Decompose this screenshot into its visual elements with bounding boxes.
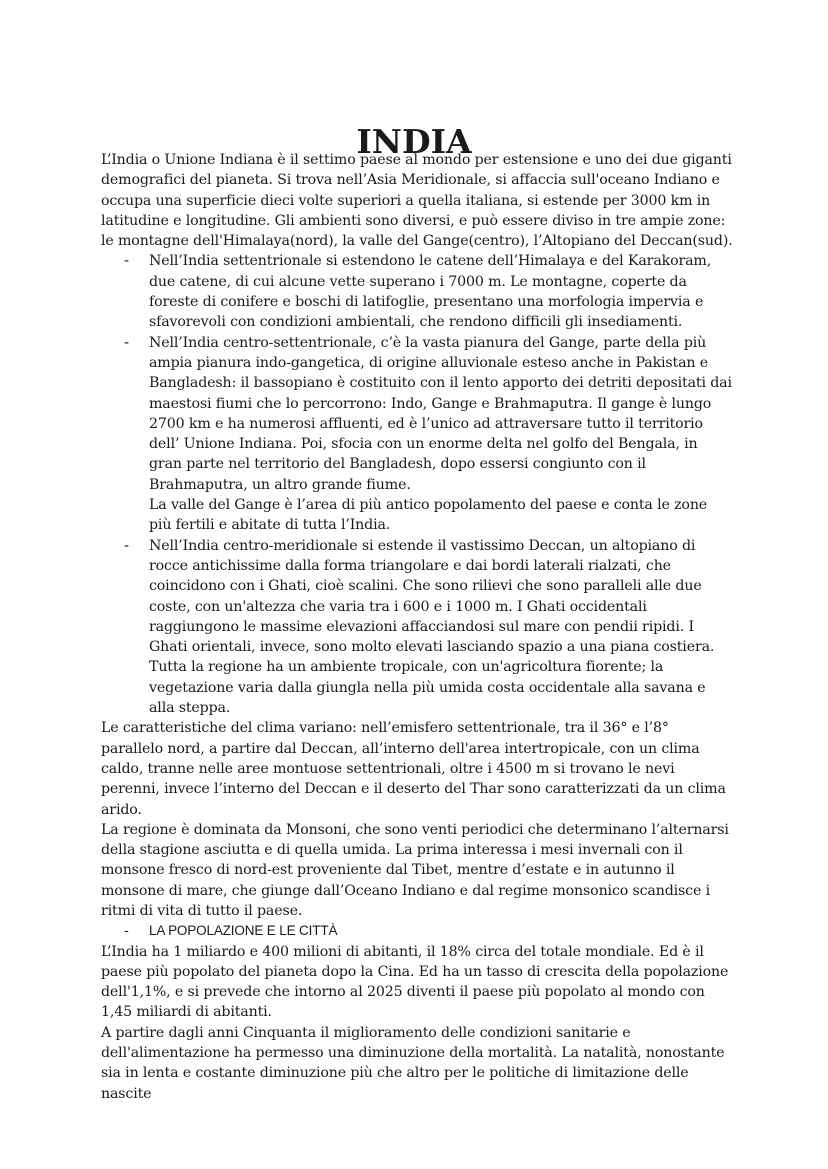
dash-bullet: -	[124, 923, 129, 940]
mortality-paragraph: A partire dagli anni Cinquanta il miglioramento delle condizioni sanitarie e dell'alimentazione ha permesso una diminuzione della mortalità. La natalità, nonostante sia in lenta e costante diminuzione più che altro per le politiche di limitazione delle nascite	[101, 1024, 725, 1102]
dash-bullet: -	[124, 334, 129, 351]
zone-north-text: Nell’India settentrionale si estendono le catene dell’Himalaya e del Karakoram, due catene, di cui alcune vette superano i 7000 m. Le montagne, coperte da foreste di conifere e boschi di latifoglie, presentano una morfologia impervia e sfavorevoli con condizioni ambientali, che rendono difficili gli insediamenti.	[149, 253, 712, 331]
population-heading-list	[101, 921, 733, 941]
list-item	[101, 536, 733, 719]
dash-bullet: -	[124, 537, 129, 554]
zone-center-extra: La valle del Gange è l’area di più antico popolamento del paese e conta le zone più fertili e abitate di tutta l’India.	[149, 497, 708, 534]
population-paragraph: L’India ha 1 miliardo e 400 milioni di abitanti, il 18% circa del totale mondiale. Ed è il paese più popolato del pianeta dopo la Cina. Ed ha un tasso di crescita della popolazione dell'1,1%, e si prevede che intorno al 2025 diventi il paese più popolato al mondo con 1,45 miliardi di abitanti.	[101, 943, 729, 1021]
page-title: INDIA	[356, 122, 472, 162]
section-heading: LA POPOLAZIONE E LE CITTÀ	[149, 923, 338, 939]
intro-paragraph: L’India o Unione Indiana è il settimo paese al mondo per estensione e uno dei due giganti demografici del pianeta. Si trova nell’Asia Meridionale, si affaccia sull'oceano Indiano e occupa una superficie dieci volte superiori a quella italiana, si estende per 3000 km in latitudine e longitudine. Gli ambienti sono diversi, e può essere diviso in tre ampie zone: le montagne dell'Himalaya(nord), la valle del Gange(centro), l’Altopiano del Deccan(sud).	[101, 152, 733, 250]
list-item	[101, 921, 733, 941]
list-item	[101, 333, 733, 536]
list-item	[101, 251, 733, 332]
zone-south-text: Nell’India centro-meridionale si estende il vastissimo Deccan, un altopiano di rocce antichissime dalla forma triangolare e dai bordi laterali rialzati, che coincidono con i Ghati, cioè scalini. Che sono rilievi che sono paralleli alle due coste, con un'altezza che varia tra i 600 e i 1000 m. I Ghati occidentali raggiungono le massime elevazioni affacciandosi sul mare con pendii ripidi. I Ghati orientali, invece, sono molto elevati lasciando spazio a una piana costiera. Tutta la regione ha un ambiente tropicale, con un'agricoltura fiorente; la vegetazione varia dalla giungla nella più umida costa occidentale alla savana e alla steppa.	[149, 537, 715, 717]
zones-list	[101, 251, 733, 718]
monsoons-paragraph: La regione è dominata da Monsoni, che sono venti periodici che determinano l’alternarsi della stagione asciutta e di quella umida. La prima interessa i mesi invernali con il monsone fresco di nord-est proveniente dal Tibet, mentre d’estate e in autunno il monsone di mare, che giunge dall’Oceano Indiano e dal regime monsonico scandisce i ritmi di vita di tutto il paese.	[101, 821, 729, 919]
document-body	[101, 150, 733, 1104]
zone-center-text: Nell’India centro-settentrionale, c’è la vasta pianura del Gange, parte della più ampia pianura indo-gangetica, di origine alluvionale esteso anche in Pakistan e Bangladesh: il bassopiano è costituito con il lento apporto dei detriti depositati dai maestosi fiumi che lo percorrono: Indo, Gange e Brahmaputra. Il gange è lungo 2700 km e ha numerosi affluenti, ed è l’unico ad attraversare tutto il territorio dell’ Unione Indiana. Poi, sfocia con un enorme delta nel golfo del Bengala, in gran parte nel territorio del Bangladesh, dopo essersi congiunto con il Brahmaputra, un altro grande fiume.	[149, 334, 732, 493]
climate-paragraph: Le caratteristiche del clima variano: nell’emisfero settentrionale, tra il 36° e l’8° parallelo nord, a partire dal Deccan, all’interno dell'area intertropicale, con un clima caldo, tranne nelle aree montuose settentrionali, oltre i 4500 m si trovano le nevi perenni, invece l’interno del Deccan e il deserto del Thar sono caratterizzati da un clima arido.	[101, 720, 726, 818]
dash-bullet: -	[124, 253, 129, 270]
